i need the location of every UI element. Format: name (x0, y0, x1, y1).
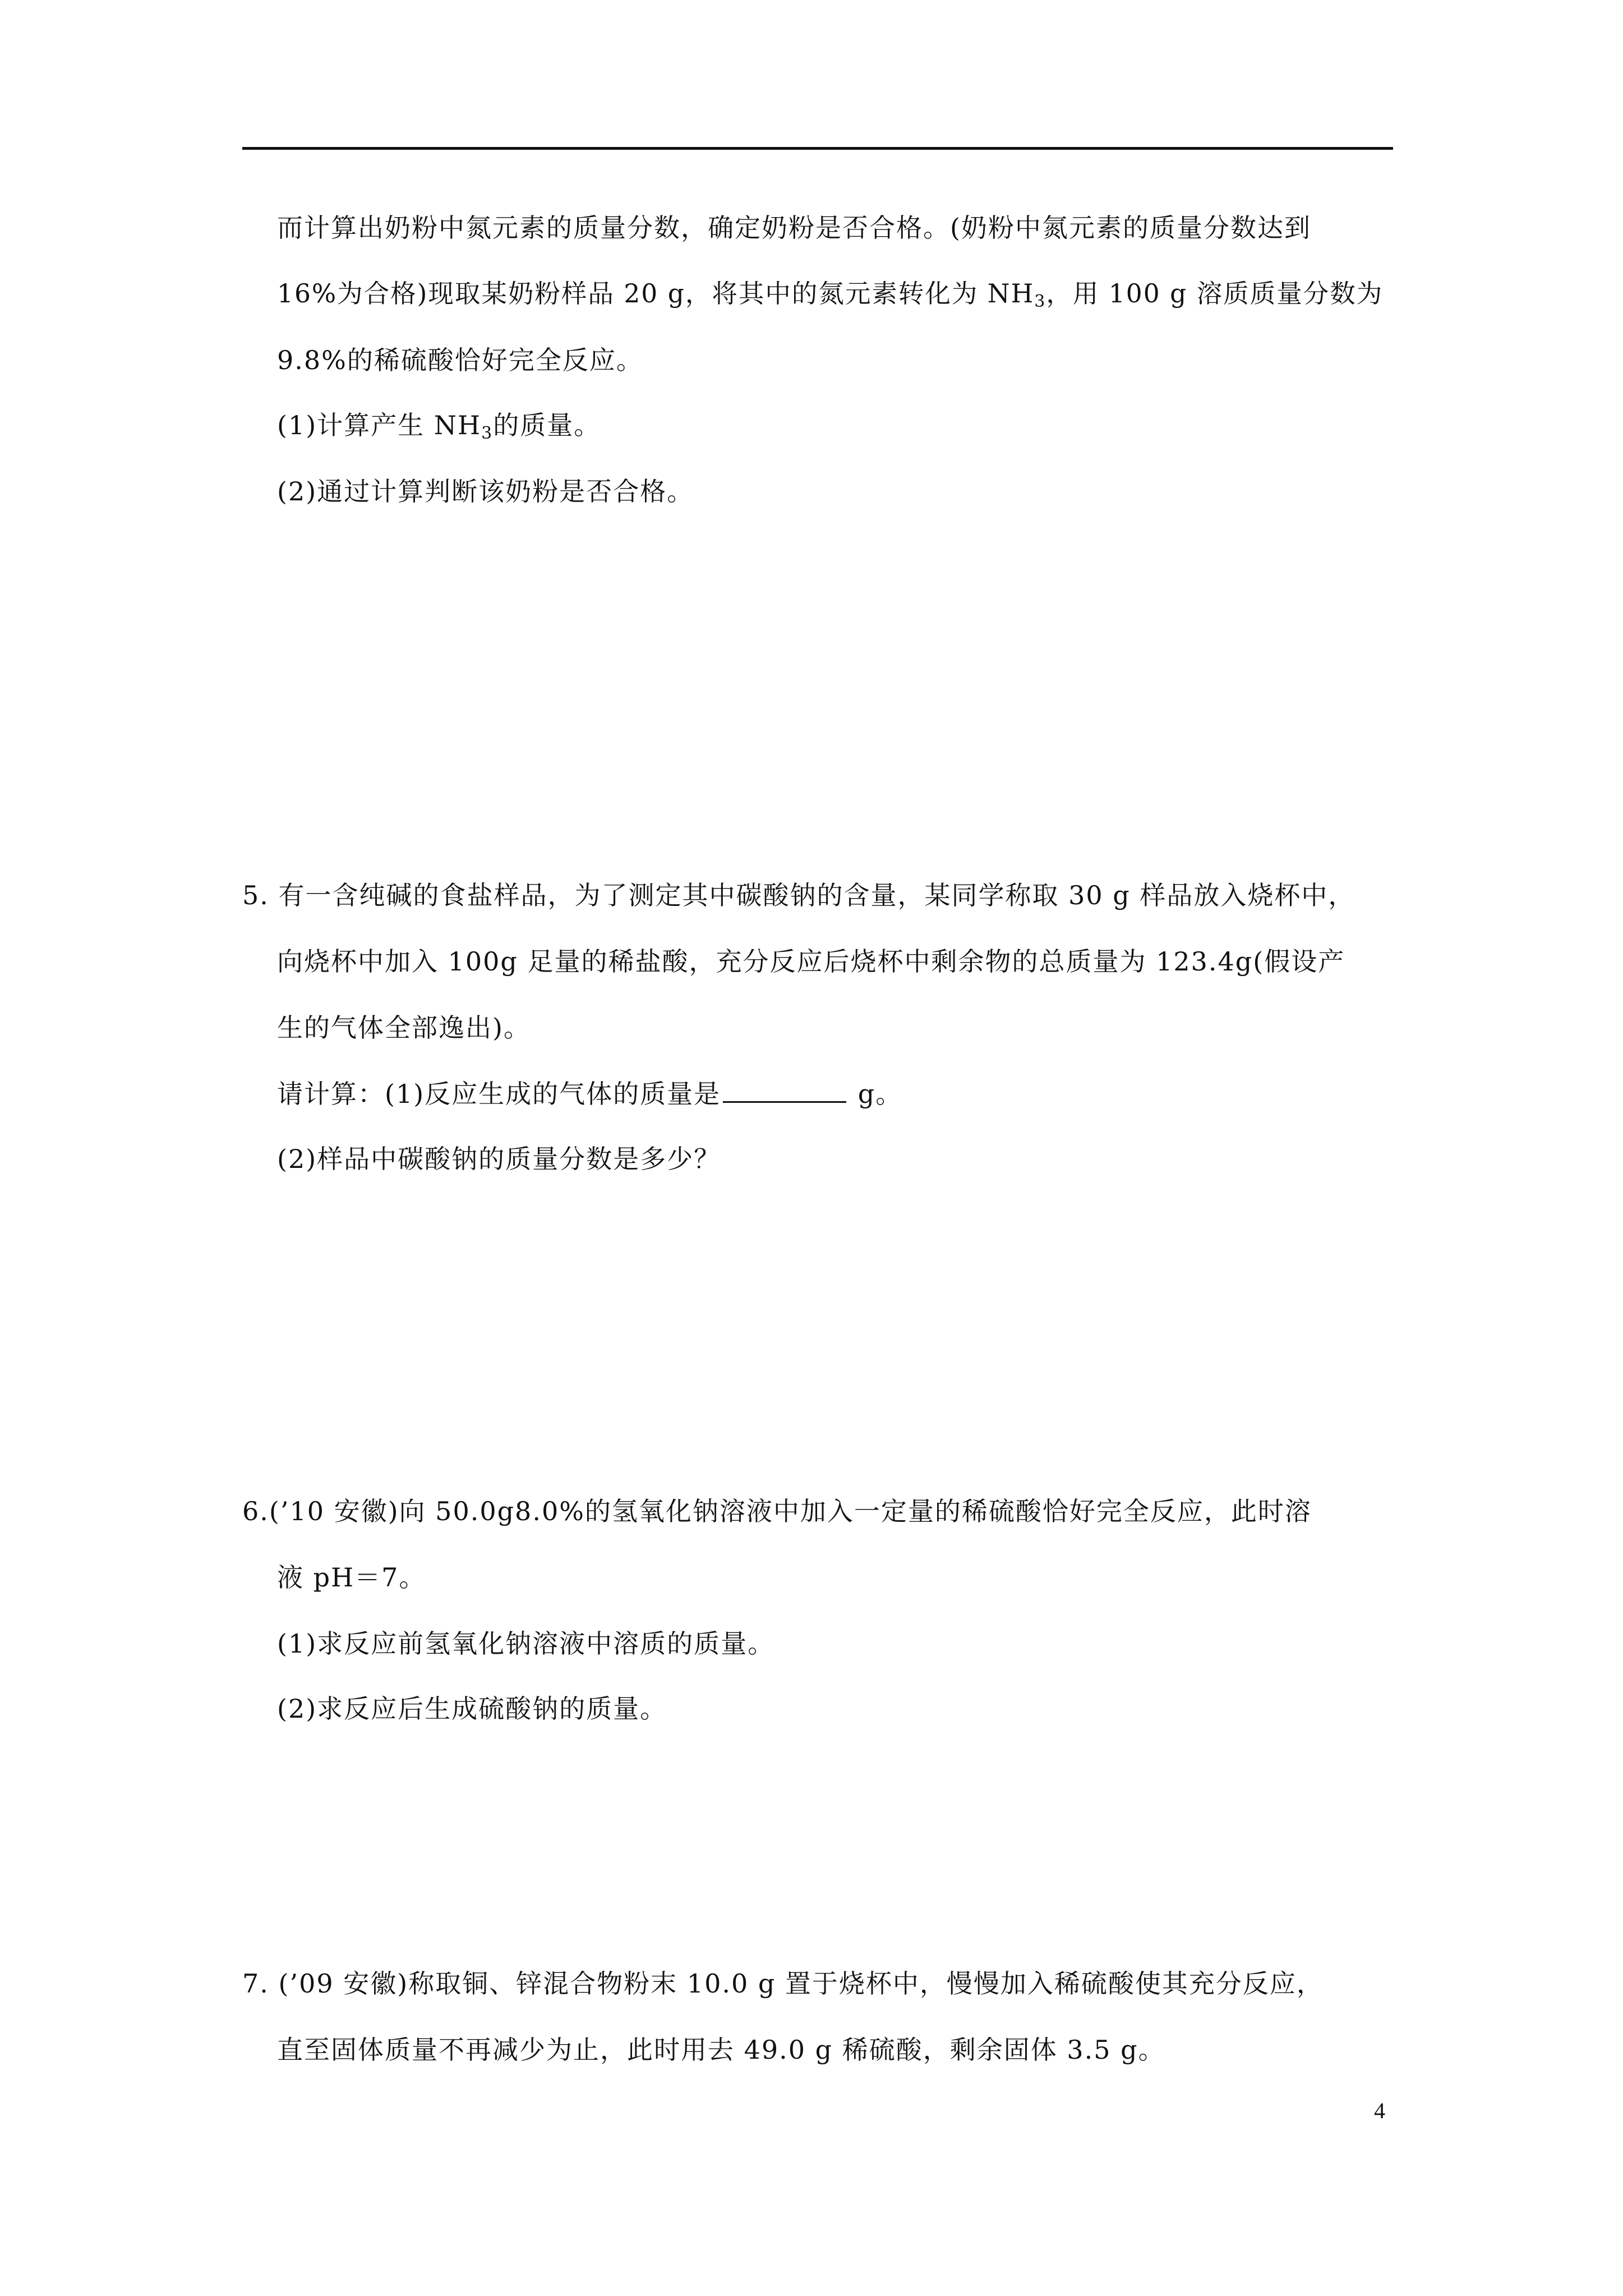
page-number: 4 (1374, 2098, 1385, 2123)
q7-line-1: 7. (’09 安徽)称取铜、锌混合物粉末 10.0 g 置于烧杯中，慢慢加入稀硫酸使其充分反应， (242, 1968, 1324, 1999)
q4-continuation-line-1: 而计算出奶粉中氮元素的质量分数，确定奶粉是否合格。(奶粉中氮元素的质量分数达到 (277, 213, 1311, 243)
q6-line-1: 6.(’10 安徽)向 50.0g8.0%的氢氧化钠溶液中加入一定量的稀硫酸恰好完全反应，此时溶 (242, 1496, 1312, 1526)
q4-subquestion-2: (2)通过计算判断该奶粉是否合格。 (277, 476, 694, 507)
q4-subquestion-1 (277, 408, 601, 442)
q4-sub1-text-a: (1)计算产生 NH (277, 410, 482, 440)
q5-subquestion-2: (2)样品中碳酸钠的质量分数是多少？ (277, 1144, 721, 1174)
q4-line2-text-a: 16%为合格)现取某奶粉样品 20 g，将其中的氮元素转化为 NH (277, 279, 1035, 309)
q6-subquestion-1: (1)求反应前氢氧化钠溶液中溶质的质量。 (277, 1628, 775, 1659)
q5-line-2: 向烧杯中加入 100g 足量的稀盐酸，充分反应后烧杯中剩余物的总质量为 123.4g(假设产 (277, 946, 1345, 977)
q5-sub1-text-b: g。 (849, 1079, 903, 1109)
q5-sub1-text-a: 请计算：(1)反应生成的气体的质量是 (277, 1079, 721, 1109)
q4-sub1-subscript: 3 (481, 424, 494, 443)
header-rule (242, 147, 1393, 150)
q6-subquestion-2: (2)求反应后生成硫酸钠的质量。 (277, 1694, 667, 1724)
q5-line-1: 5. 有一含纯碱的食盐样品，为了测定其中碳酸钠的含量，某同学称取 30 g 样品放入烧杯中， (242, 880, 1355, 910)
q4-line2-text-b: ，用 100 g 溶质质量分数为 (1046, 279, 1384, 309)
q5-subquestion-1 (277, 1077, 902, 1111)
q7-line-2: 直至固体质量不再减少为止，此时用去 49.0 g 稀硫酸，剩余固体 3.5 g。 (277, 2035, 1165, 2065)
q4-continuation-line-2 (277, 277, 1383, 311)
q4-sub1-text-b: 的质量。 (493, 410, 601, 440)
q6-line-2: 液 pH＝7。 (277, 1562, 426, 1593)
answer-blank[interactable] (723, 1079, 846, 1103)
q5-line-3: 生的气体全部逸出)。 (277, 1013, 531, 1043)
q4-line2-subscript: 3 (1034, 292, 1046, 311)
q4-continuation-line-3: 9.8%的稀硫酸恰好完全反应。 (277, 345, 643, 375)
